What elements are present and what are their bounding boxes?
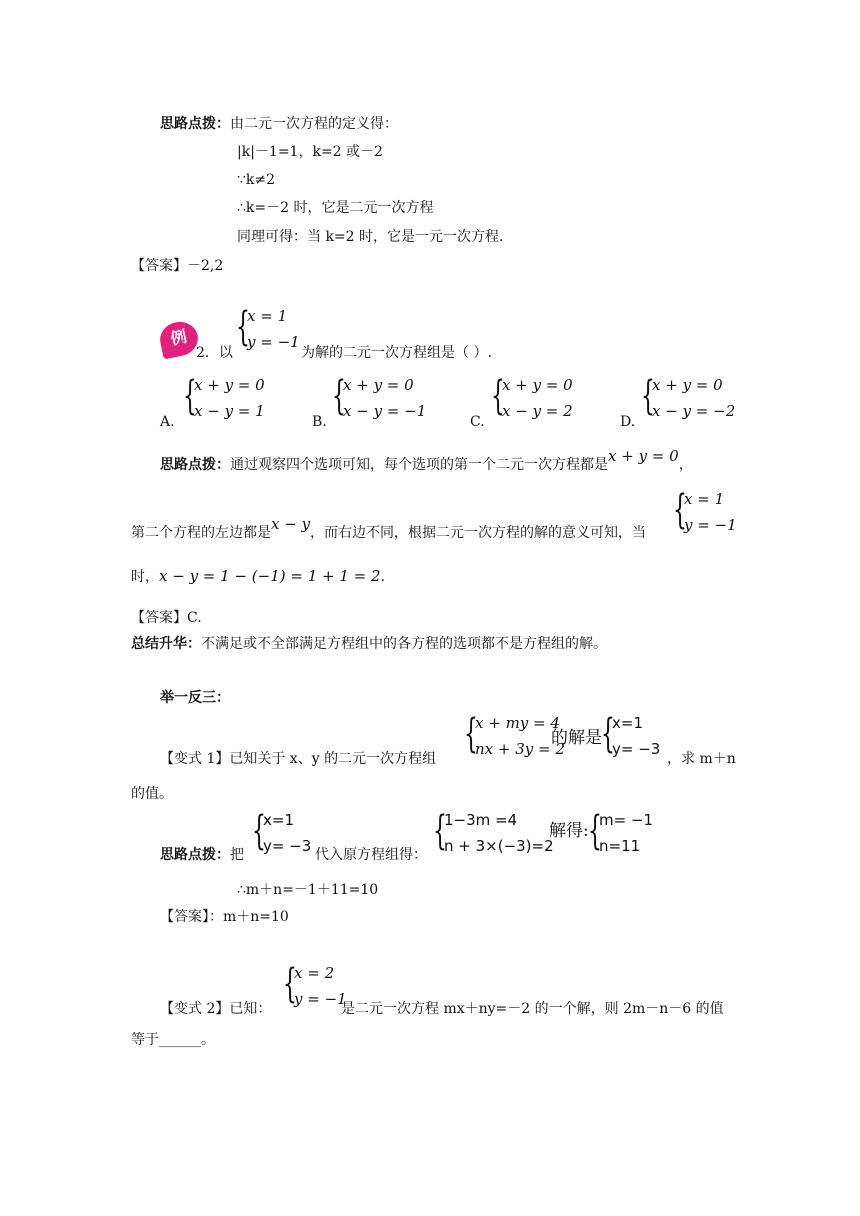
hint-label: 思路点拨 [160, 457, 216, 473]
variant-1-cont: 的值。 [131, 786, 173, 802]
answer-2 [131, 608, 202, 628]
answer-3 [160, 907, 289, 927]
variant-text: 已知： [229, 1001, 272, 1017]
option-c-system [491, 373, 581, 422]
hint-text: ，而右边不同，根据二元一次方程的解的意义可知，当 [310, 525, 647, 541]
option-a-system [183, 373, 273, 422]
system-line-2: x − y = −2 [652, 402, 736, 420]
answer-label: 【答案】 [131, 258, 187, 274]
hint-intro: 由二元一次方程的定义得： [230, 116, 398, 132]
system-line-1: x = 1 [247, 307, 288, 325]
option-c-letter: C. [470, 414, 485, 430]
brace-icon: { [641, 373, 655, 419]
brace-icon: { [601, 711, 615, 757]
hint-label: 思路点拨 [160, 116, 216, 132]
system-line-2: n=11 [599, 837, 641, 855]
option-a-letter: A. [160, 414, 175, 430]
brace-icon: { [183, 373, 197, 419]
summary-text: 不满足或不全部满足方程组中的各方程的选项都不是方程组的解。 [201, 636, 607, 652]
brace-icon: { [236, 304, 250, 350]
variant-1-tail: ，求 m＋n [667, 751, 736, 767]
practice-title: 举一反三： [160, 690, 230, 706]
system-line-1: x + y = 0 [652, 376, 723, 394]
system-line-1: x + y = 0 [502, 376, 573, 394]
variant-1-solution [601, 711, 671, 760]
variant-label: 【变式 2】 [160, 1001, 230, 1017]
hint-label: 思路点拨 [160, 847, 216, 863]
brace-icon: { [433, 808, 447, 854]
brace-icon: { [283, 961, 297, 1007]
system-line-1: m= −1 [599, 811, 654, 829]
brace-icon: { [491, 373, 505, 419]
variant-1-system [464, 711, 565, 760]
hint-2-line-3 [131, 566, 385, 587]
answer-label: 【答案】 [160, 909, 209, 925]
hint-1 [160, 114, 398, 134]
system-line-2: x − y = 2 [502, 402, 573, 420]
system-line-1: 1−3m =4 [444, 811, 518, 829]
brace-icon: { [252, 808, 266, 854]
hint-3-solve-label: 解得: [549, 821, 589, 841]
brace-icon: { [588, 808, 602, 854]
answer-value: C. [187, 610, 202, 626]
example-solution-system [236, 304, 306, 353]
hint-3-text-2: 代入原方程组得： [315, 847, 427, 863]
system-line-2: y = −1 [294, 990, 347, 1008]
hint-1-line-1: |k|－1=1，k=2 或－2 [237, 144, 383, 160]
hint-period: . [380, 569, 386, 585]
variant-2-cont: 等于______。 [131, 1032, 215, 1048]
hint-3-substitution [252, 808, 314, 857]
hint-text: 把 [230, 847, 244, 863]
option-b-letter: B. [312, 414, 327, 430]
system-line-2: y = −1 [247, 333, 300, 351]
hint-text: 第二个方程的左边都是 [131, 525, 271, 541]
variant-2-text: 是二元一次方程 mx＋ny=－2 的一个解，则 2m－n－6 的值 [341, 1001, 724, 1017]
hint-3-result [588, 808, 658, 857]
hint-1-line-3: ∴k=－2 时，它是二元一次方程 [237, 200, 434, 216]
system-line-2: nx + 3y = 2 [475, 740, 565, 758]
equation: x − y = 1 − (−1) = 1 + 1 = 2 [159, 567, 381, 585]
variant-label: 【变式 1】 [160, 751, 230, 767]
system-line-1: x=1 [263, 811, 294, 829]
variant-2-line-1 [160, 999, 271, 1019]
brace-icon: { [464, 711, 478, 757]
hint-colon: ： [216, 457, 230, 473]
answer-label: 【答案】 [131, 610, 187, 626]
hint-colon: ： [216, 847, 230, 863]
system-line-2: x − y = 1 [194, 402, 265, 420]
system-line-1: x = 2 [294, 964, 335, 982]
summary-label: 总结升华 [131, 636, 187, 652]
hint-3-line-1 [160, 845, 244, 865]
option-d-letter: D. [620, 414, 636, 430]
hint-3-equations [433, 808, 554, 857]
system-line-2: x − y = −1 [343, 402, 427, 420]
hint-2-line-2 [131, 515, 647, 543]
system-line-1: x + my = 4 [475, 714, 560, 732]
equation: x − y [271, 515, 311, 533]
system-line-1: x + y = 0 [194, 376, 265, 394]
summary-colon: ： [187, 636, 201, 652]
variant-1-middle: 的解是 [551, 728, 602, 748]
hint-1-line-2: ∵k≠2 [237, 172, 276, 188]
example-number: 2．以 [196, 345, 233, 361]
answer-colon: ： [209, 909, 223, 925]
answer-value: m＋n=10 [223, 909, 289, 925]
hint-text: 时， [131, 569, 159, 585]
hint-2-solution-system [673, 487, 743, 536]
answer-value: －2,2 [187, 258, 224, 274]
option-d-system [641, 373, 741, 422]
hint-text: 通过观察四个选项可知，每个选项的第一个二元一次方程都是 [230, 457, 608, 473]
option-b-system [332, 373, 432, 422]
summary [131, 634, 607, 654]
equation: x + y = 0 [608, 447, 679, 465]
system-line-2: y= −3 [263, 837, 312, 855]
example-question-tail: 为解的二元一次方程组是（ ）. [301, 345, 492, 361]
system-line-1: x=1 [612, 714, 643, 732]
hint-2-line-1 [160, 447, 693, 475]
system-line-2: n + 3×(−3)=2 [444, 837, 554, 855]
system-line-1: x = 1 [684, 490, 725, 508]
answer-1 [131, 256, 223, 276]
variant-1-line-1 [160, 749, 436, 769]
hint-colon: ： [216, 116, 230, 132]
example-badge-icon: 例 [157, 318, 201, 359]
variant-2-system [283, 961, 347, 1010]
brace-icon: { [332, 373, 346, 419]
system-line-2: y = −1 [684, 516, 737, 534]
system-line-1: x + y = 0 [343, 376, 414, 394]
system-line-2: y= −3 [612, 740, 661, 758]
brace-icon: { [673, 487, 687, 533]
variant-text: 已知关于 x、y 的二元一次方程组 [229, 751, 437, 767]
hint-3-conclusion: ∴m＋n=－1＋11=10 [237, 882, 379, 898]
hint-comma: ， [678, 457, 693, 473]
hint-1-line-4: 同理可得：当 k=2 时，它是一元一次方程. [237, 229, 504, 245]
